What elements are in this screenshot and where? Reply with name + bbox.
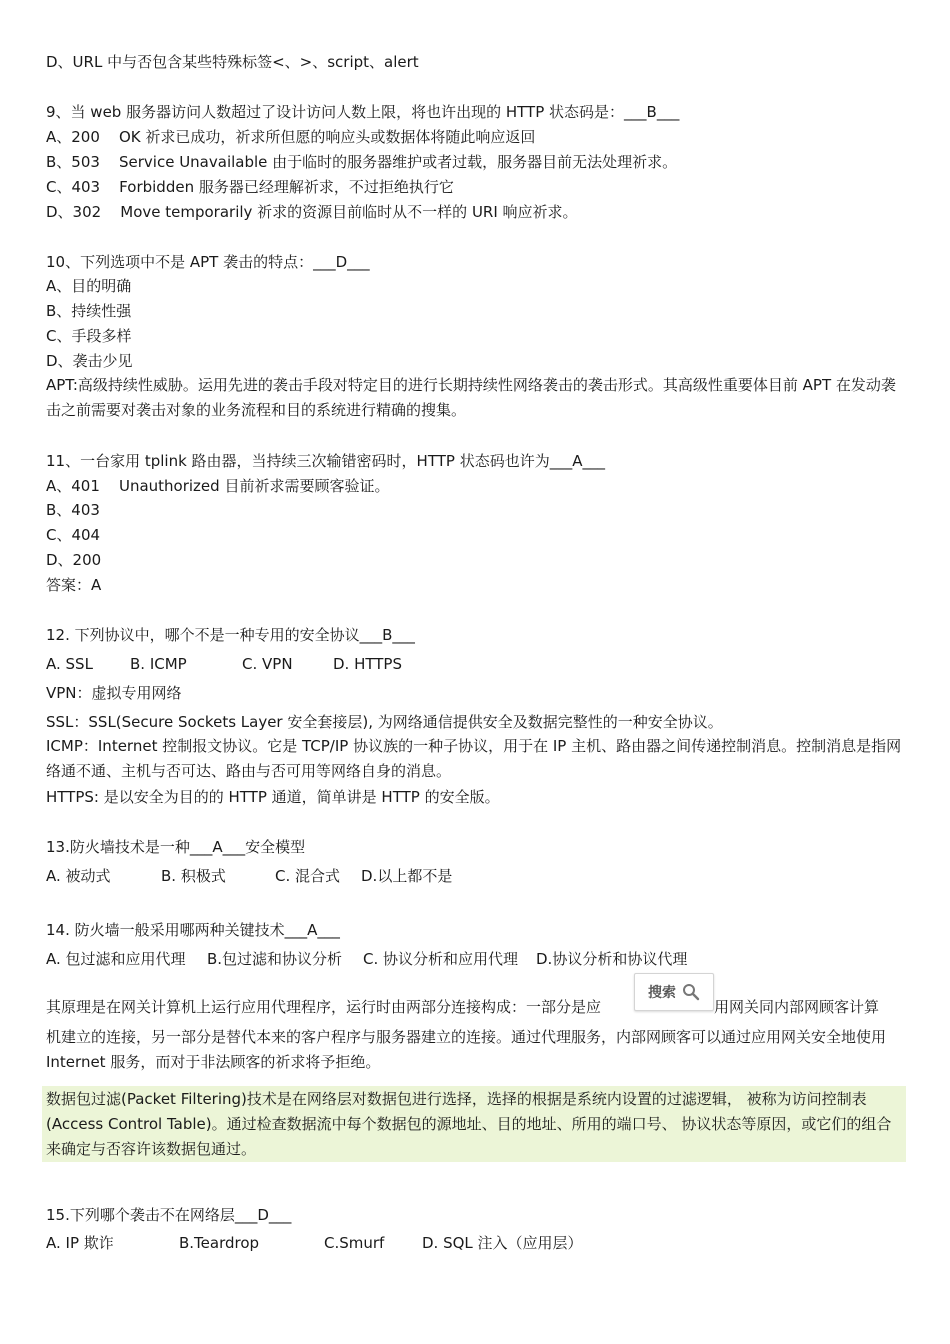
packet-filtering-paragraph: 数据包过滤(Packet Filtering)技术是在网络层对数据包进行选择，选择的根据是系统内设置的过滤逻辑， 被称为访问控制表(Access Control Table)。通过检查数据流中每个数据包的源地址、目的地址、所用的端口号、 协议状态等原因，或它们的组合来确定与否容许该数据包通过。 [46,1090,892,1158]
question-13-option-c: C. 混合式 [275,867,341,885]
question-15-option-a: A. IP 欺诈 [46,1234,114,1252]
option-d-url: D、URL 中与否包含某些特殊标签<、>、script、alert [46,53,419,71]
question-12-option-a: A. SSL [46,655,93,673]
question-10-option-c: C、手段多样 [46,327,132,345]
apt-explanation: APT:高级持续性威胁。运用先进的袭击手段对特定目的进行长期持续性网络袭击的袭击形式。其高级性重要体目前 APT 在发动袭击之前需要对袭击对象的业务流程和目的系统进行精确的搜集。 [46,376,896,419]
vpn-definition: VPN：虚拟专用网络 [46,684,182,702]
question-10-option-b: B、持续性强 [46,302,132,320]
question-13: 13.防火墙技术是一种___A___安全模型 [46,838,306,856]
question-12-option-c: C. VPN [242,655,293,673]
proxy-principle-start: 其原理是在网关计算机上运行应用代理程序，运行时由两部分连接构成：一部分是应 [46,998,602,1016]
question-15-option-d: D. SQL 注入（应用层） [422,1234,583,1252]
question-14-option-a: A. 包过滤和应用代理 [46,950,186,968]
question-14-option-c: C. 协议分析和应用代理 [363,950,519,968]
proxy-principle-body: 机建立的连接，另一部分是替代本来的客户程序与服务器建立的连接。通过代理服务，内部网顾客可以通过应用网关安全地使用 Internet 服务，而对于非法顾客的祈求将予拒绝。 [46,1028,887,1071]
question-9-option-a: A、200 OK 祈求已成功，祈求所但愿的响应头或数据体将随此响应返回 [46,128,536,146]
question-12-option-b: B. ICMP [130,655,187,673]
question-9-option-c: C、403 Forbidden 服务器已经理解祈求，不过拒绝执行它 [46,178,454,196]
question-14: 14. 防火墙一般采用哪两种关键技术___A___ [46,921,340,939]
question-15-option-c: C.Smurf [324,1234,385,1252]
ssl-definition: SSL：SSL(Secure Sockets Layer 安全套接层), 为网络通信提供安全及数据完整性的一种安全协议。 [46,713,723,731]
https-definition: HTTPS: 是以安全为目的的 HTTP 通道，简单讲是 HTTP 的安全版。 [46,788,500,806]
question-12: 12. 下列协议中，哪个不是一种专用的安全协议___B___ [46,626,415,644]
question-10-option-d: D、袭击少见 [46,352,133,370]
question-11-answer: 答案：A [46,576,102,594]
question-13-option-d: D.以上都不是 [361,867,453,885]
question-12-option-d: D. HTTPS [333,655,402,673]
question-11-option-c: C、404 [46,526,101,544]
question-11-option-b: B、403 [46,501,100,519]
magnifier-icon [682,983,700,1001]
question-10-option-a: A、目的明确 [46,277,132,295]
search-label: 搜索 [648,985,676,1001]
question-11-option-a: A、401 Unauthorized 目前祈求需要顾客验证。 [46,477,390,495]
icmp-definition: ICMP：Internet 控制报文协议。它是 TCP/IP 协议族的一种子协议，用于在 IP 主机、路由器之间传递控制消息。控制消息是指网络通不通、主机与否可达、路由与否可用等网络自身的消息。 [46,737,902,780]
question-11: 11、一台家用 tplink 路由器，当持续三次输错密码时，HTTP 状态码也许为___A___ [46,452,605,470]
question-13-option-a: A. 被动式 [46,867,111,885]
question-9-option-b: B、503 Service Unavailable 由于临时的服务器维护或者过载，服务器目前无法处理祈求。 [46,153,678,171]
question-9: 9、当 web 服务器访问人数超过了设计访问人数上限，将也许出现的 HTTP 状态码是：___B___ [46,103,680,121]
question-14-option-d: D.协议分析和协议代理 [536,950,688,968]
question-11-option-d: D、200 [46,551,102,569]
question-9-option-d: D、302 Move temporarily 祈求的资源目前临时从不一样的 URI 响应祈求。 [46,203,578,221]
question-13-option-b: B. 积极式 [161,867,226,885]
question-10: 10、下列选项中不是 APT 袭击的特点：___D___ [46,253,370,271]
proxy-principle-continued: 用网关同内部网顾客计算 [714,998,880,1016]
question-15-option-b: B.Teardrop [179,1234,260,1252]
search-button[interactable] [634,973,714,1011]
question-14-option-b: B.包过滤和协议分析 [207,950,343,968]
question-15: 15.下列哪个袭击不在网络层___D___ [46,1206,292,1224]
